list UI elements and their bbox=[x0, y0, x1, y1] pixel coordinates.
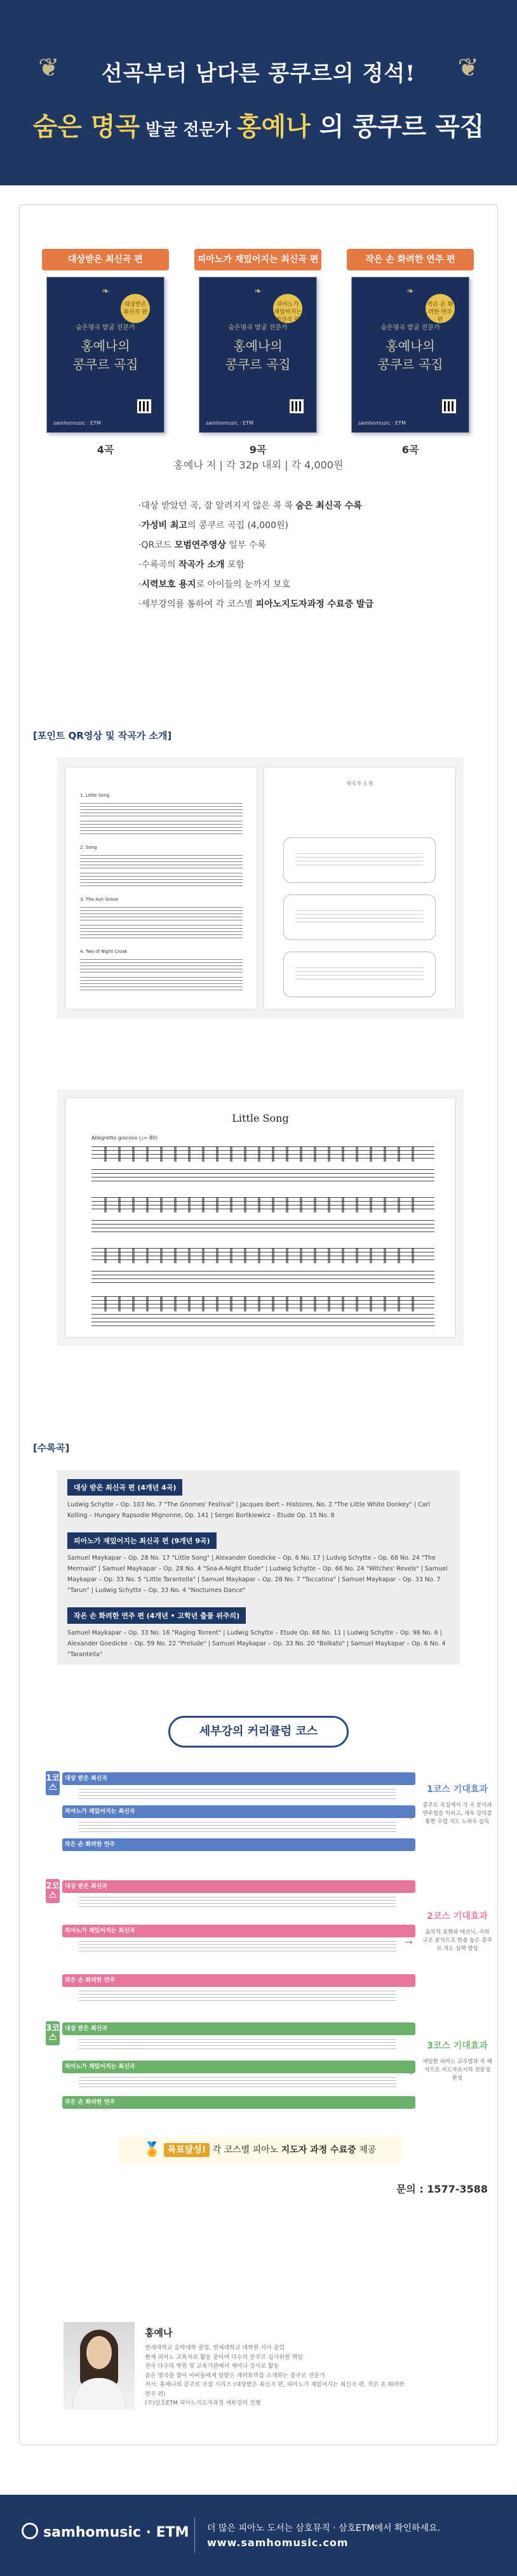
cover-title bbox=[199, 336, 316, 373]
course-number: 3코스 bbox=[46, 2021, 60, 2045]
goal-banner bbox=[118, 2137, 401, 2163]
course-effect bbox=[422, 1784, 493, 1826]
music-notes bbox=[104, 1296, 422, 1311]
header-title-part4: 의 콩쿠르 곡집 bbox=[310, 112, 485, 142]
toc-group-head: 피아노가 재밌어지는 최신곡 편 (9개년 9곡) bbox=[67, 1532, 217, 1549]
toc-box bbox=[57, 1470, 460, 1664]
cover-subtitle: 숨은명곡 발굴 전문가 bbox=[380, 324, 440, 331]
footer-logo-text: samhomusic · ETM bbox=[43, 2525, 189, 2540]
cover-title-text: 콩쿠르 곡집 bbox=[225, 357, 291, 372]
course-effect bbox=[422, 1911, 493, 1953]
sample-page-left bbox=[66, 767, 257, 1009]
qr-code-icon bbox=[137, 399, 151, 413]
author-name: 홍예나 bbox=[145, 2327, 173, 2339]
music-staff bbox=[80, 855, 243, 869]
cover-badge: 작은 손 화려한 연주 편 bbox=[426, 294, 455, 323]
music-staff bbox=[80, 907, 243, 921]
effect-heading: 2코스 기대효과 bbox=[427, 1911, 488, 1922]
level-lines bbox=[79, 1991, 396, 2003]
music-staff bbox=[80, 977, 243, 991]
feature-item bbox=[138, 496, 405, 516]
laurel-right-icon: ❦ bbox=[457, 53, 479, 83]
toc-group-text: Samuel Maykapar – Op. 28 No. 17 "Little Song" | Alexander Goedicke – Op. 6 No. 17 | Ludvig Schytte – Op. 68 No. 24 "The Mermaid" | Samuel Maykapar – Op. 28 No. 4 "Sea-A-Night Etude" | Ludwig Schytte – Op. 66 No. 24 "Witches' Revels" | Samuel Maykapar – Op. 33 No. 5 "Little Tarantella" | Samuel Maykapar – Op. 28 No. 7 "Toccatina" | Samuel Maykapar – Op. 33 No. 7 "Tarun" | Ludwig Schytte – Op. 33 No. 4 "Nocturnes Dance" bbox=[67, 1555, 448, 1594]
feature-prefix: ·대상 받았던 곡, 잘 알려지지 않은 콕 콕 bbox=[138, 501, 296, 511]
course-level: 대상 받은 최신곡 bbox=[62, 1880, 415, 1893]
feature-item bbox=[138, 536, 405, 555]
ornament-icon: ❧ bbox=[406, 286, 414, 296]
cover-badge: 피아노가 재밌어지는 최신곡 편 bbox=[273, 294, 302, 323]
author-bio-line: 현재 피아노 교육자로 활동 중이며 다수의 콩쿠르 심사위원 역임 bbox=[145, 2354, 303, 2361]
feature-prefix: · bbox=[138, 580, 142, 590]
feature-item bbox=[138, 555, 405, 575]
book-count: 4곡 bbox=[97, 444, 114, 456]
book-count: 9곡 bbox=[249, 444, 267, 456]
course-level: 피아노가 재밌어지는 최신곡 bbox=[62, 1805, 415, 1818]
course-level: 대상 받은 최신곡 bbox=[62, 2022, 415, 2035]
course-level: 피아노가 재밌어지는 최신곡 bbox=[62, 1925, 415, 1937]
music-staff bbox=[91, 1220, 434, 1235]
effect-heading: 3코스 기대효과 bbox=[427, 2041, 488, 2051]
music-staff bbox=[80, 803, 243, 817]
feature-item bbox=[138, 516, 405, 536]
samho-logo-icon bbox=[22, 2523, 38, 2539]
arrow-right-icon: → bbox=[405, 1813, 413, 1823]
score-sheet bbox=[66, 1098, 455, 1337]
feature-prefix: ·세부강의를 통하여 각 코스별 bbox=[138, 599, 256, 609]
music-staff bbox=[80, 959, 243, 973]
feature-highlight: 작곡가 소개 bbox=[178, 560, 225, 570]
course-row bbox=[46, 2021, 401, 2127]
cover-subtitle: 숨은명곡 발굴 전문가 bbox=[228, 324, 288, 331]
book-count: 6곡 bbox=[401, 444, 419, 456]
book-label: 대상받은 최신곡 편 bbox=[42, 249, 169, 270]
feature-highlight: 숨은 최신곡 수록 bbox=[295, 501, 362, 511]
header-title-part1: 숨은 명곡 bbox=[32, 112, 140, 142]
piece-title: 1. Little Song bbox=[80, 793, 110, 798]
goal-suffix: 제공 bbox=[356, 2145, 377, 2155]
course-level: 피아노가 재밌어지는 최신곡 bbox=[62, 2061, 415, 2073]
music-staff bbox=[91, 1271, 434, 1286]
feature-highlight: 피아노지도자과정 수료증 발급 bbox=[255, 599, 374, 609]
level-lines bbox=[79, 1897, 396, 1909]
feature-suffix: 포함 bbox=[224, 560, 245, 570]
footer-divider bbox=[194, 2518, 195, 2553]
course-box bbox=[62, 1879, 415, 2012]
course-box bbox=[62, 2021, 415, 2127]
cover-publisher: samhomusic · ETM bbox=[53, 420, 101, 426]
book-cover bbox=[199, 277, 317, 433]
page-header bbox=[0, 0, 517, 185]
composer-heading: 작곡가 소개 bbox=[346, 781, 373, 787]
footer-logo[interactable] bbox=[22, 2523, 189, 2540]
feature-suffix: 로 아이들의 눈까지 보호 bbox=[196, 580, 291, 590]
level-lines bbox=[79, 1941, 396, 1954]
composer-bio-box bbox=[283, 837, 436, 883]
toc-group bbox=[67, 1479, 450, 1521]
course-box bbox=[62, 1771, 415, 1866]
toc-group-head: 작은 손 화려한 연주 편 (4개년 • 고학년 출품 위주의) bbox=[67, 1607, 246, 1624]
level-lines bbox=[79, 1822, 396, 1835]
music-staff bbox=[80, 925, 243, 939]
book-card[interactable] bbox=[194, 249, 321, 456]
toc-group-text: Ludwig Schytte – Op. 103 No. 7 "The Gnomes' Festival" | Jacques Ibert – Histoires, No. 2 "The Little White Donkey" | Carl Kolling – Hungary Rapsodie Mignonne, Op. 141 | Sergei Bortkiewicz – Etude Op. 15 No. 8 bbox=[67, 1501, 430, 1519]
music-staff bbox=[91, 1314, 434, 1329]
level-lines bbox=[79, 2039, 396, 2052]
feature-highlight: 시력보호 용지 bbox=[141, 580, 196, 590]
author-bio-line: 연세대학교 음악대학 졸업, 연세대학교 대학원 석사 졸업 bbox=[145, 2345, 285, 2351]
page-footer bbox=[0, 2495, 517, 2576]
contact-phone: 문의 : 1577-3588 bbox=[396, 2183, 488, 2195]
author-bio-line: 저서: 홍예나의 콩쿠르 곡집 시리즈 (대상받은 최신곡 편, 피아노가 재밌어지는 최신곡 편, 작은 손 화려한 연주 편) bbox=[145, 2382, 405, 2398]
score-sample bbox=[57, 1089, 464, 1346]
effect-text: 음악적 표현과 테크닉, 곡의 구조 분석으로 한층 높은 콩쿠르 지도 실력 향상 bbox=[422, 1929, 492, 1952]
course-number: 2코스 bbox=[46, 1879, 60, 1903]
author-photo bbox=[64, 2322, 135, 2410]
cover-publisher: samhomusic · ETM bbox=[358, 420, 406, 426]
ornament-icon: ❧ bbox=[254, 286, 262, 296]
sample-spread bbox=[57, 757, 464, 1019]
book-card[interactable] bbox=[347, 249, 474, 456]
author-bio-line: (주)삼호ETM 피아노지도자과정 세부강의 진행 bbox=[145, 2400, 261, 2407]
composer-bio-box bbox=[283, 952, 436, 997]
feature-suffix: 일부 수록 bbox=[225, 540, 266, 550]
piece-title: 2. Song bbox=[80, 845, 97, 850]
piece-title: 4. Two of Night Croak bbox=[80, 949, 128, 954]
toc-group bbox=[67, 1532, 450, 1596]
music-staff bbox=[80, 873, 243, 887]
author-bio bbox=[145, 2344, 412, 2408]
cover-author: 홍예나의 bbox=[386, 338, 435, 354]
level-lines bbox=[79, 2077, 396, 2090]
course-effect bbox=[422, 2040, 493, 2083]
ornament-icon: ❧ bbox=[102, 286, 109, 296]
book-label: 작은 손 화려한 연주 편 bbox=[347, 249, 474, 270]
effect-heading: 1코스 기대효과 bbox=[427, 1784, 488, 1795]
goal-text: 각 코스별 피아노 bbox=[210, 2145, 281, 2155]
qr-code-icon bbox=[290, 399, 304, 413]
music-staff bbox=[80, 821, 243, 835]
cover-subtitle: 숨은명곡 발굴 전문가 bbox=[76, 324, 135, 331]
book-cover bbox=[351, 277, 469, 433]
toc-group-text: Samuel Maykapar – Op. 33 No. 16 "Raging Torrent" | Ludwig Schytte – Etude Op. 68 No. 11 | Ludwig Schytte – Op. 96 No. 6 | Alexander Goedicke – Op. 59 No. 22 "Prelude" | Samuel Maykapar – Op. 33 No. 20 "Bolkato" | Samuel Maykapar – Op. 6 No. 4 "Tarantella" bbox=[67, 1630, 446, 1658]
course-number: 1코스 bbox=[46, 1771, 60, 1795]
piece-title: 3. The Ash Grove bbox=[80, 897, 119, 902]
cover-badge: 대상받은 최신곡 편 bbox=[121, 294, 150, 323]
cover-title bbox=[47, 336, 164, 373]
header-title bbox=[0, 107, 517, 143]
feature-prefix: · bbox=[138, 521, 142, 531]
course-level: 대상 받은 최신곡 bbox=[62, 1772, 415, 1785]
cover-author: 홍예나의 bbox=[81, 338, 130, 354]
cover-publisher: samhomusic · ETM bbox=[206, 420, 253, 426]
music-notes bbox=[104, 1248, 422, 1263]
feature-prefix: ·QR코드 bbox=[138, 540, 175, 550]
course-row bbox=[46, 1771, 401, 1866]
cover-author: 홍예나의 bbox=[233, 338, 283, 354]
book-card[interactable] bbox=[42, 249, 169, 456]
header-subtitle: 선곡부터 남다른 콩쿠르의 정석! bbox=[101, 61, 416, 86]
music-staff bbox=[91, 1169, 434, 1185]
toc-group-head: 대상 받은 최신곡 편 (4개년 4곡) bbox=[67, 1479, 182, 1496]
footer-url-link[interactable]: www.samhomusic.com bbox=[207, 2537, 349, 2549]
arrow-right-icon: → bbox=[405, 2068, 413, 2078]
goal-bold: 지도자 과정 수료증 bbox=[281, 2145, 356, 2155]
cover-title bbox=[352, 336, 469, 373]
feature-item bbox=[138, 595, 405, 614]
level-lines bbox=[79, 1789, 396, 1802]
feature-highlight: 가성비 최고 bbox=[141, 521, 187, 531]
feature-suffix: 의 콩쿠르 곡집 (4,000원) bbox=[187, 521, 288, 531]
feature-item bbox=[138, 575, 405, 595]
course-level: 작은 손 화려한 연주 bbox=[62, 2096, 415, 2109]
author-face bbox=[86, 2336, 112, 2369]
laurel-left-icon: ❦ bbox=[38, 53, 60, 83]
cover-title-text: 콩쿠르 곡집 bbox=[377, 357, 443, 372]
author-bio-line: 숨은 명곡을 찾아 아이들에게 알맞은 레퍼토리를 소개하는 콩쿠르 전문가 bbox=[145, 2372, 325, 2379]
score-title: Little Song bbox=[232, 1112, 289, 1124]
header-title-part3: 홍예나 bbox=[236, 112, 311, 142]
music-notes bbox=[104, 1146, 422, 1162]
cover-title-text: 콩쿠르 곡집 bbox=[72, 357, 138, 372]
score-tempo: Allegretto giocoso (♩= 80) bbox=[91, 1135, 158, 1141]
feature-list bbox=[138, 496, 405, 614]
course-title: 세부강의 커리큘럼 코스 bbox=[168, 1716, 349, 1748]
feature-prefix: ·수록곡의 bbox=[138, 560, 178, 570]
book-label: 피아노가 재밌어지는 최신곡 편 bbox=[194, 249, 321, 270]
section-title-qr: [포인트 QR영상 및 작곡가 소개] bbox=[33, 730, 172, 741]
course-level: 작은 손 화려한 연주 bbox=[62, 1838, 415, 1851]
effect-text: 세밀한 피아노 교수법과 곡 해석으로 지도자로서의 전문성 완성 bbox=[422, 2059, 492, 2081]
feature-highlight: 모범연주영상 bbox=[174, 540, 226, 550]
sample-page-right bbox=[264, 767, 455, 1009]
course-row bbox=[46, 1879, 401, 2012]
footer-note: 더 많은 피아노 도서는 삼호뮤직 · 삼호ETM에서 확인하세요. bbox=[207, 2523, 441, 2533]
medal-icon: 🏅 bbox=[143, 2142, 161, 2158]
book-cover bbox=[46, 277, 164, 433]
course-level: 작은 손 화려한 연주 bbox=[62, 1974, 415, 1987]
qr-code-icon bbox=[442, 399, 456, 413]
section-title-toc: [수록곡] bbox=[33, 1442, 70, 1454]
music-notes bbox=[104, 1197, 422, 1212]
arrow-right-icon: → bbox=[405, 1937, 413, 1948]
composer-bio-box bbox=[283, 894, 436, 940]
toc-group bbox=[67, 1607, 450, 1660]
effect-text: 콩쿠르 곡집에서 각 곡 분석과 연주법을 익히고, 세부 강의를 통한 수업 지도 노하우 습득 bbox=[422, 1802, 492, 1825]
book-meta: 홍예나 저 | 각 32p 내외 | 각 4,000원 bbox=[173, 459, 344, 471]
author-bio-line: 전국 다수의 학원 및 교육기관에서 세미나 강사로 활동 bbox=[145, 2363, 279, 2370]
header-title-part2: 발굴 전문가 bbox=[140, 121, 237, 140]
goal-prefix: 목표달성! bbox=[164, 2143, 210, 2157]
